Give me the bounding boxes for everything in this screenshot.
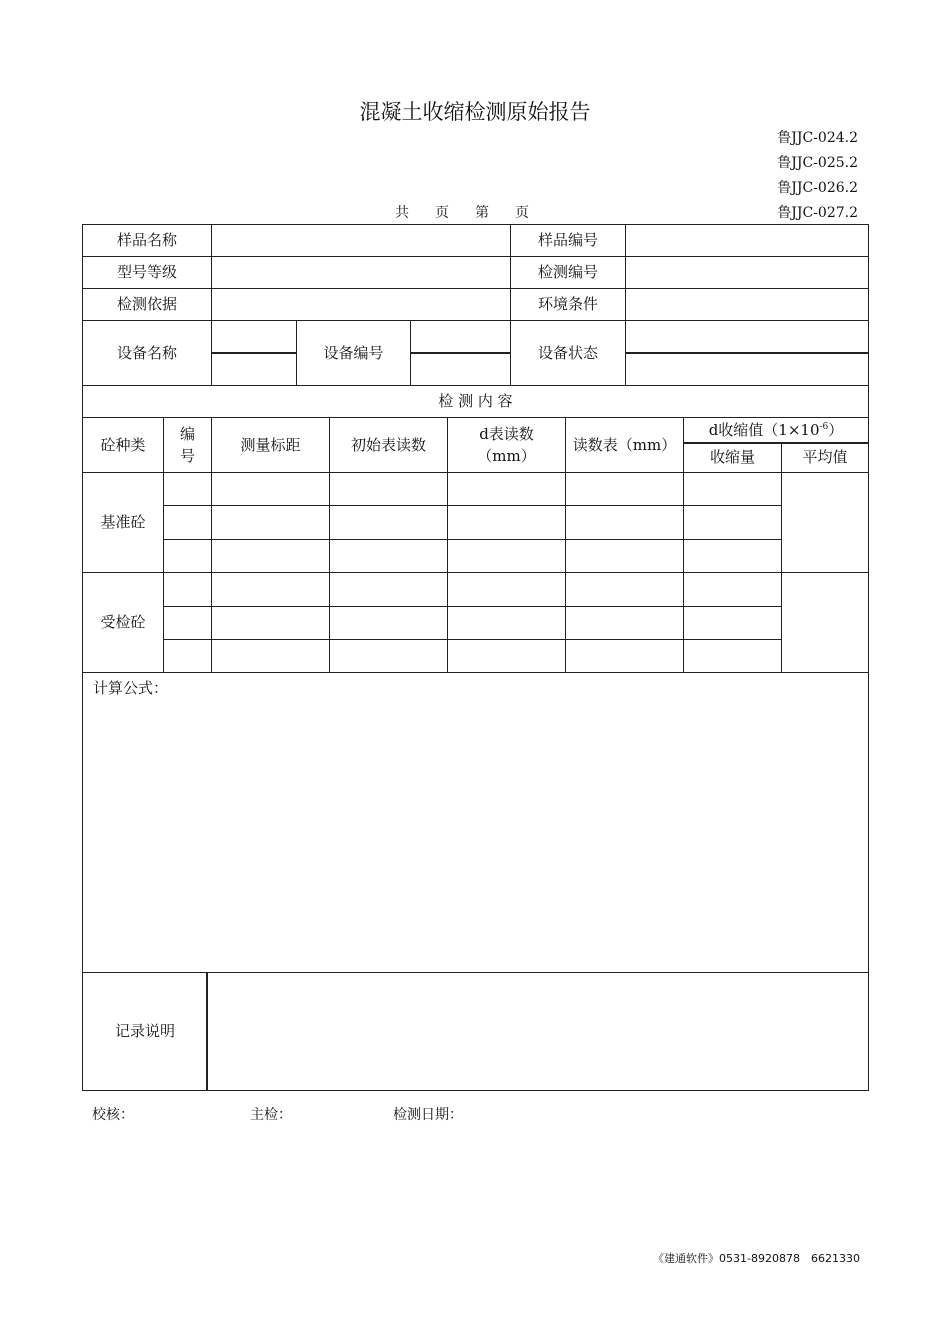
field-equip-name[interactable] bbox=[211, 320, 297, 354]
data-cell[interactable] bbox=[163, 505, 212, 540]
label-record bbox=[82, 972, 208, 1091]
data-cell[interactable] bbox=[163, 639, 212, 673]
data-cell[interactable] bbox=[211, 505, 330, 540]
header-gauge-length bbox=[211, 417, 330, 473]
data-cell[interactable] bbox=[211, 572, 330, 607]
section-test-content-text: 检 测 内 容 bbox=[438, 392, 513, 411]
label-equip-name-text: 设备名称 bbox=[116, 343, 177, 362]
data-cell[interactable] bbox=[565, 572, 684, 607]
data-cell[interactable] bbox=[683, 472, 782, 506]
label-equip-no bbox=[296, 320, 411, 386]
field-record[interactable] bbox=[206, 972, 869, 1091]
shrinkage-text: d收缩值（1×10 bbox=[708, 421, 820, 440]
formula-area[interactable] bbox=[82, 672, 869, 973]
label-test-basis-text: 检测依据 bbox=[116, 295, 177, 314]
data-cell[interactable] bbox=[163, 539, 212, 573]
data-cell[interactable] bbox=[211, 606, 330, 640]
header-average bbox=[781, 442, 869, 473]
field-test-no[interactable] bbox=[625, 256, 869, 289]
label-test-basis bbox=[82, 288, 212, 321]
data-cell[interactable] bbox=[163, 606, 212, 640]
field-equip-no[interactable] bbox=[410, 320, 511, 354]
label-sample-name-text: 样品名称 bbox=[116, 231, 177, 250]
data-cell[interactable] bbox=[211, 639, 330, 673]
page-title: 混凝土收缩检测原始报告 bbox=[359, 100, 591, 124]
test-date-label: 检测日期： bbox=[393, 1107, 463, 1123]
main-tester-label: 主检： bbox=[250, 1107, 292, 1123]
label-env-cond-text: 环境条件 bbox=[537, 295, 598, 314]
label-equip-name bbox=[82, 320, 212, 386]
label-test-no-text: 检测编号 bbox=[537, 263, 598, 282]
field-average[interactable] bbox=[781, 572, 869, 673]
label-equip-state-text: 设备状态 bbox=[537, 343, 598, 362]
page-current-label: 第 bbox=[475, 205, 489, 221]
data-cell[interactable] bbox=[565, 472, 684, 506]
shrinkage-close: ） bbox=[828, 421, 844, 440]
label-env-cond bbox=[510, 288, 626, 321]
data-cell[interactable] bbox=[163, 572, 212, 607]
data-cell[interactable] bbox=[683, 639, 782, 673]
form-code: 鲁JJC-025.2 bbox=[777, 155, 858, 171]
label-model-grade bbox=[82, 256, 212, 289]
software-brand: 《建通软件》0531-8920878 6621330 bbox=[653, 1252, 860, 1265]
header-number bbox=[163, 417, 212, 473]
group-label bbox=[82, 572, 164, 673]
data-cell[interactable] bbox=[447, 606, 566, 640]
header-shrinkage bbox=[683, 442, 782, 473]
group-label bbox=[82, 472, 164, 573]
label-sample-name bbox=[82, 224, 212, 257]
header-d-reading-text: d表读数（mm） bbox=[477, 424, 536, 465]
data-cell[interactable] bbox=[211, 472, 330, 506]
data-cell[interactable] bbox=[447, 505, 566, 540]
field-env-cond[interactable] bbox=[625, 288, 869, 321]
data-cell[interactable] bbox=[447, 639, 566, 673]
label-record-text: 记录说明 bbox=[114, 1022, 175, 1041]
page-unit: 页 bbox=[435, 205, 449, 221]
form-code: 鲁JJC-024.2 bbox=[777, 130, 858, 146]
header-shrinkage-value bbox=[683, 417, 869, 444]
data-cell[interactable] bbox=[447, 539, 566, 573]
data-cell[interactable] bbox=[565, 539, 684, 573]
header-concrete-type-text: 砼种类 bbox=[100, 435, 146, 454]
section-test-content bbox=[82, 385, 869, 418]
header-initial-reading-text: 初始表读数 bbox=[350, 435, 426, 454]
shrinkage-exponent: -6 bbox=[819, 422, 829, 433]
field-sample-no[interactable] bbox=[625, 224, 869, 257]
field-equip-no[interactable] bbox=[410, 352, 511, 386]
header-concrete-type bbox=[82, 417, 164, 473]
field-equip-state[interactable] bbox=[625, 320, 869, 354]
data-cell[interactable] bbox=[329, 639, 448, 673]
data-cell[interactable] bbox=[329, 606, 448, 640]
page-unit: 页 bbox=[515, 205, 529, 221]
data-cell[interactable] bbox=[683, 572, 782, 607]
data-cell[interactable] bbox=[565, 606, 684, 640]
header-initial-reading bbox=[329, 417, 448, 473]
header-shrinkage-text: 收缩量 bbox=[709, 448, 755, 467]
header-average-text: 平均值 bbox=[802, 448, 848, 467]
field-test-basis[interactable] bbox=[211, 288, 511, 321]
header-d-reading bbox=[447, 417, 566, 473]
field-average[interactable] bbox=[781, 472, 869, 573]
data-cell[interactable] bbox=[447, 472, 566, 506]
field-equip-state[interactable] bbox=[625, 352, 869, 386]
page-total-label: 共 bbox=[395, 205, 409, 221]
label-test-no bbox=[510, 256, 626, 289]
group-label-text: 受检砼 bbox=[100, 613, 146, 632]
label-equip-no-text: 设备编号 bbox=[323, 343, 384, 362]
data-cell[interactable] bbox=[565, 505, 684, 540]
header-dial-reading bbox=[565, 417, 684, 473]
header-gauge-length-text: 测量标距 bbox=[240, 435, 301, 454]
data-cell[interactable] bbox=[683, 606, 782, 640]
checker-label: 校核： bbox=[92, 1107, 134, 1123]
header-dial-reading-text: 读数表（mm） bbox=[572, 435, 677, 454]
label-sample-no-text: 样品编号 bbox=[537, 231, 598, 250]
data-cell[interactable] bbox=[329, 539, 448, 573]
data-cell[interactable] bbox=[329, 572, 448, 607]
label-equip-state bbox=[510, 320, 626, 386]
data-cell[interactable] bbox=[163, 472, 212, 506]
data-cell[interactable] bbox=[211, 539, 330, 573]
form-code: 鲁JJC-026.2 bbox=[777, 180, 858, 196]
data-cell[interactable] bbox=[565, 639, 684, 673]
data-cell[interactable] bbox=[683, 505, 782, 540]
data-cell[interactable] bbox=[329, 472, 448, 506]
label-model-grade-text: 型号等级 bbox=[116, 263, 177, 282]
data-cell[interactable] bbox=[683, 539, 782, 573]
page-info bbox=[395, 202, 555, 222]
field-equip-name[interactable] bbox=[211, 352, 297, 386]
label-sample-no bbox=[510, 224, 626, 257]
formula-area-text: 计算公式： bbox=[93, 679, 169, 697]
field-sample-name[interactable] bbox=[211, 224, 511, 257]
field-model-grade[interactable] bbox=[211, 256, 511, 289]
header-number-text: 编号 bbox=[179, 424, 195, 465]
data-cell[interactable] bbox=[447, 572, 566, 607]
form-code: 鲁JJC-027.2 bbox=[777, 205, 858, 221]
group-label-text: 基准砼 bbox=[100, 513, 146, 532]
shrinkage-label bbox=[709, 419, 844, 442]
data-cell[interactable] bbox=[329, 505, 448, 540]
